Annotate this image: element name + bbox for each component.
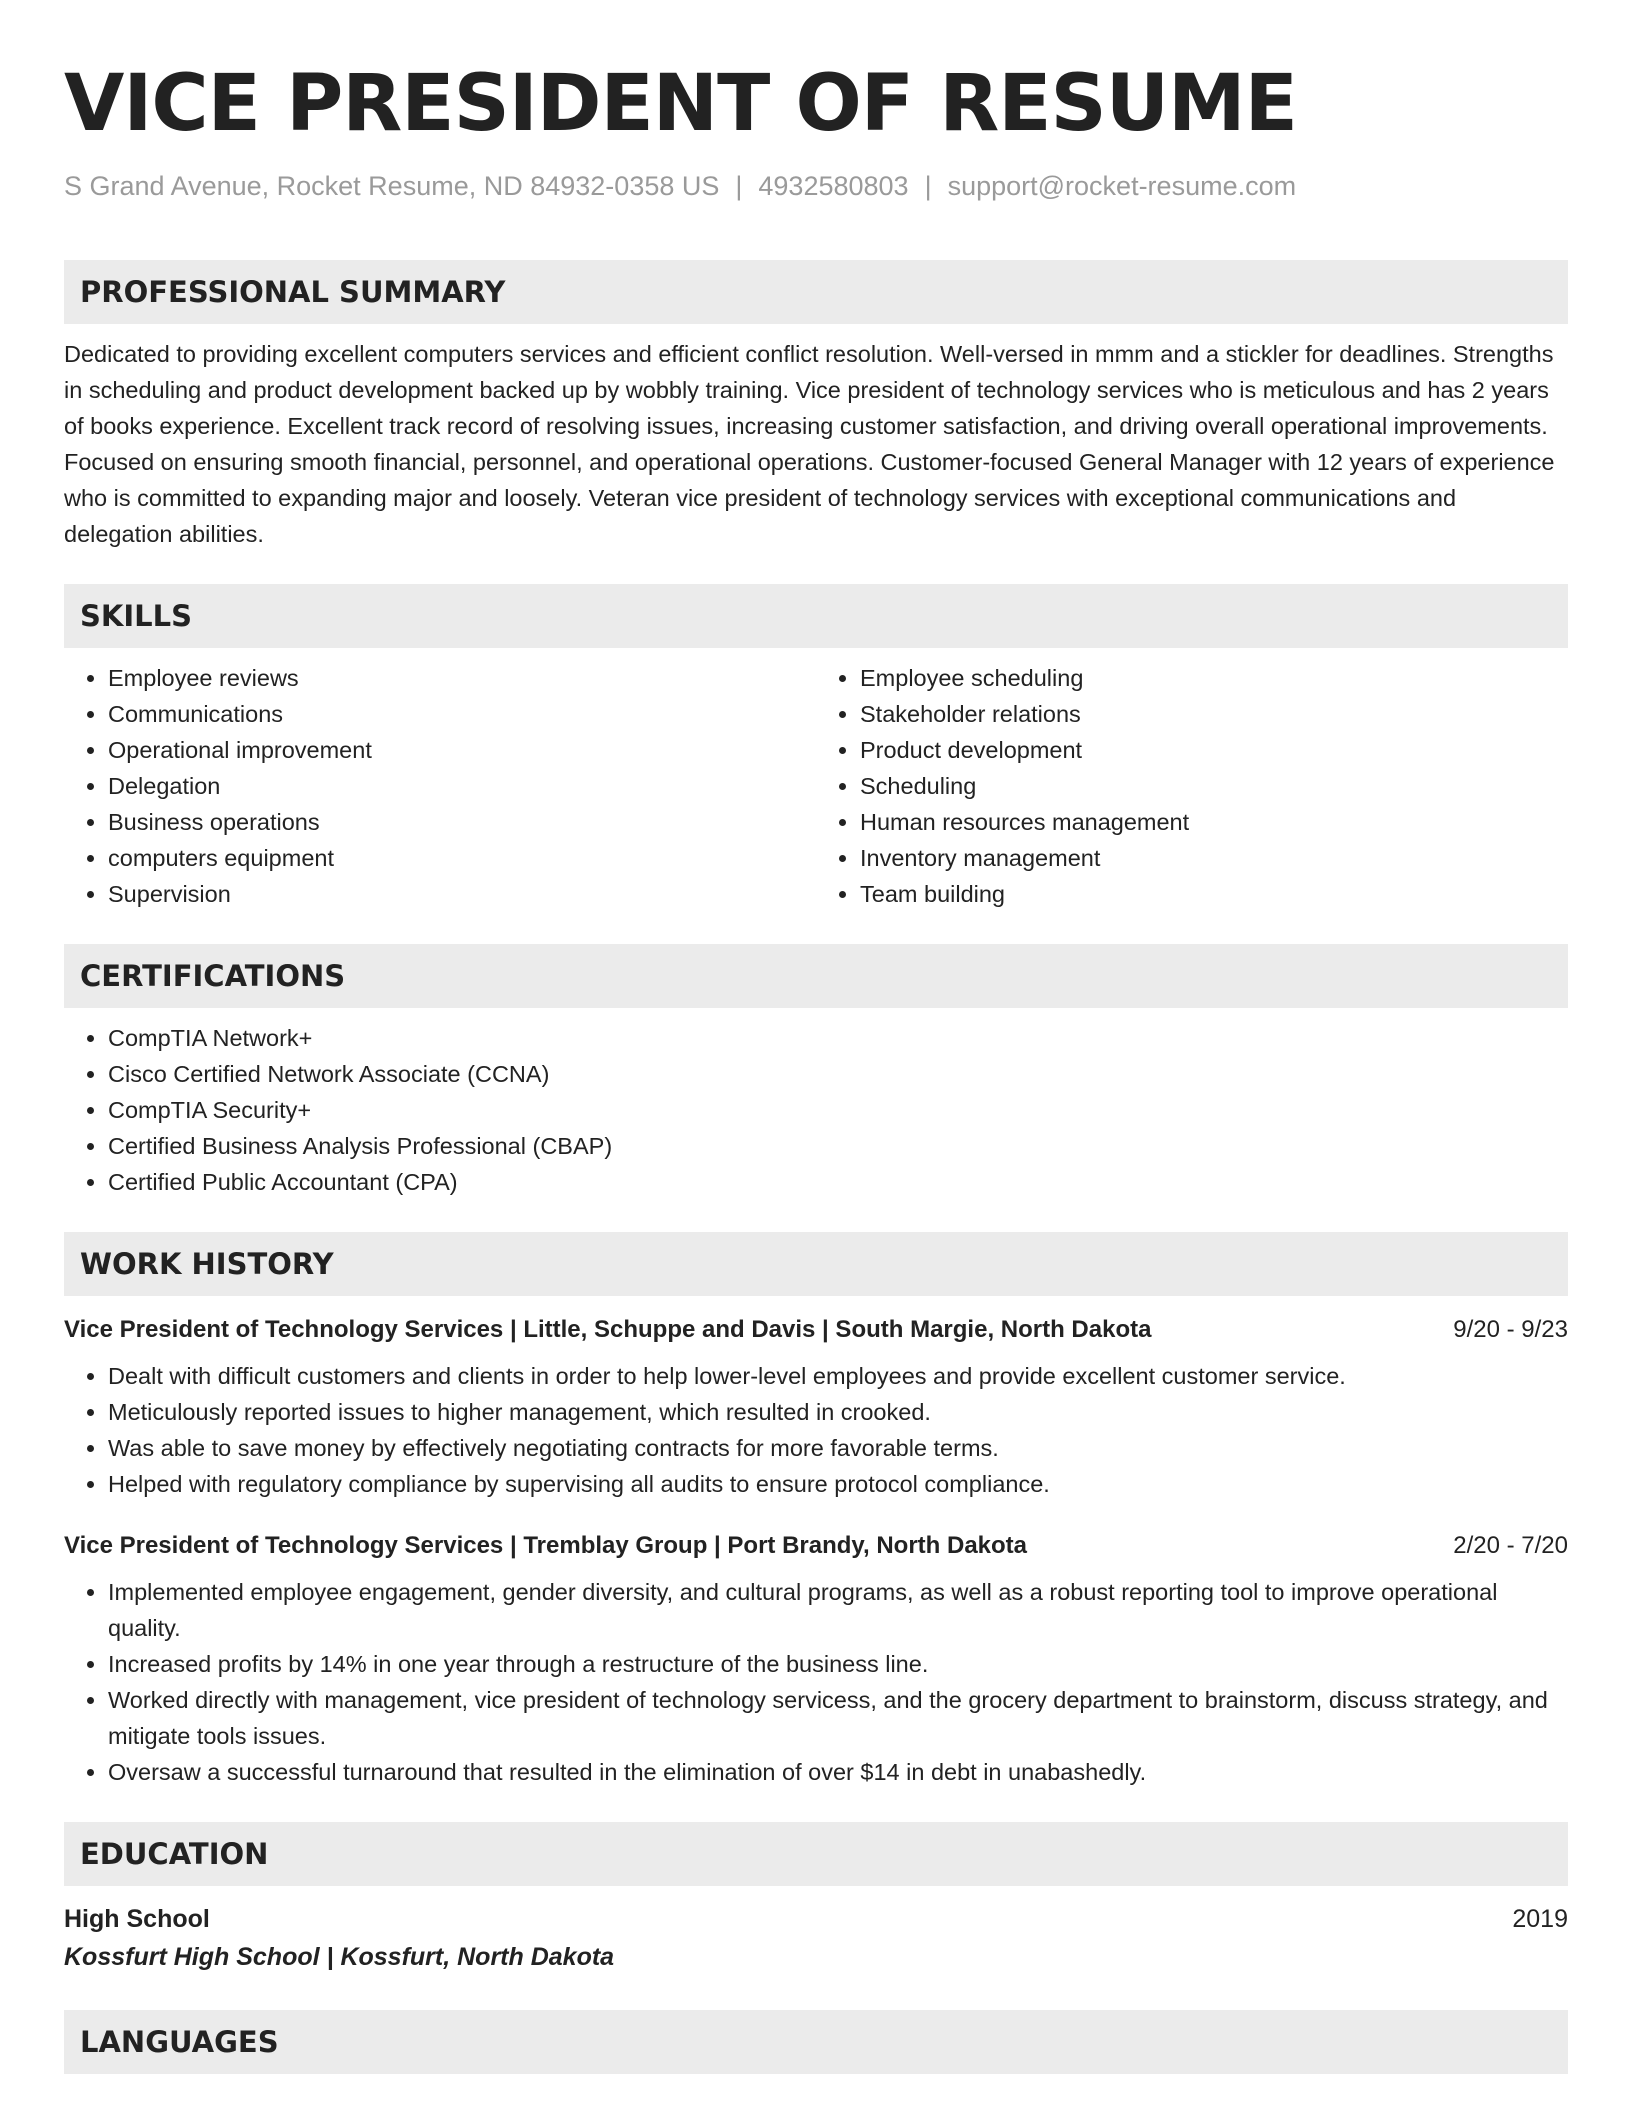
skill-item: • Employee scheduling (860, 660, 1568, 696)
job-bullets (64, 1358, 1568, 1502)
contact-email: support@rocket-resume.com (947, 171, 1297, 201)
section-heading-summary: PROFESSIONAL SUMMARY (64, 260, 1568, 324)
certification-item: • Certified Public Accountant (CPA) (108, 1164, 1568, 1200)
job-title: Vice President of Technology Services | Little, Schuppe and Davis | South Margie, North Dakota (64, 1316, 1152, 1343)
job-dates: 9/20 - 9/23 (1453, 1316, 1568, 1343)
skills-section (64, 584, 1568, 912)
contact-separator: | (924, 171, 932, 201)
job-header (64, 1312, 1568, 1348)
certifications-section (64, 944, 1568, 1200)
education-header (64, 1900, 1568, 1938)
job-header (64, 1528, 1568, 1564)
skill-item: • Team building (860, 876, 1568, 912)
job-bullet: • Meticulously reported issues to higher management, which resulted in crooked. (108, 1394, 1568, 1430)
certification-item: • CompTIA Security+ (108, 1092, 1568, 1128)
skills-grid (64, 648, 1568, 912)
skill-item: • Business operations (108, 804, 816, 840)
job-bullet: • Helped with regulatory compliance by supervising all audits to ensure protocol compliance. (108, 1466, 1568, 1502)
section-heading-education: EDUCATION (64, 1822, 1568, 1886)
skill-item: • Delegation (108, 768, 816, 804)
skill-item: • Product development (860, 732, 1568, 768)
education-year: 2019 (1512, 1905, 1568, 1933)
job-entry (64, 1312, 1568, 1502)
job-bullet: • Was able to save money by effectively negotiating contracts for more favorable terms. (108, 1430, 1568, 1466)
skill-item: • computers equipment (108, 840, 816, 876)
job-bullets (64, 1574, 1568, 1790)
skill-item: • Scheduling (860, 768, 1568, 804)
skill-item: • Operational improvement (108, 732, 816, 768)
section-heading-certifications: CERTIFICATIONS (64, 944, 1568, 1008)
education-section (64, 1822, 1568, 1976)
skill-item: • Communications (108, 696, 816, 732)
skills-list-right (816, 660, 1568, 912)
contact-separator: | (735, 171, 743, 201)
certification-item: • CompTIA Network+ (108, 1020, 1568, 1056)
skills-list-left (64, 660, 816, 912)
contact-line (64, 168, 1568, 204)
contact-phone: 4932580803 (758, 171, 909, 201)
job-dates: 2/20 - 7/20 (1453, 1532, 1568, 1559)
job-title: Vice President of Technology Services | Tremblay Group | Port Brandy, North Dakota (64, 1532, 1028, 1559)
skill-item: • Human resources management (860, 804, 1568, 840)
education-degree: High School (64, 1905, 210, 1933)
skill-item: • Inventory management (860, 840, 1568, 876)
skill-item: • Stakeholder relations (860, 696, 1568, 732)
work-history-section (64, 1232, 1568, 1790)
contact-address: S Grand Avenue, Rocket Resume, ND 84932-0358 US (64, 171, 720, 201)
summary-text: Dedicated to providing excellent computers services and efficient conflict resolution. Well-versed in mmm and a stickler for deadlines. Strengths in scheduling and product development backed up by wobbly training. Vice president of technology services who is meticulous and has 2 years of books experience. Excellent track record of resolving issues, increasing customer satisfaction, and driving overall operational improvements. Focused on ensuring smooth financial, personnel, and operational operations. Customer-focused General Manager with 12 years of experience who is committed to expanding major and loosely. Veteran vice president of technology services with exceptional communications and delegation abilities. (64, 341, 1555, 547)
job-bullet: • Implemented employee engagement, gender diversity, and cultural programs, as well as a robust reporting tool to improve operational quality. (108, 1574, 1568, 1646)
job-bullet: • Increased profits by 14% in one year through a restructure of the business line. (108, 1646, 1568, 1682)
skill-item: • Supervision (108, 876, 816, 912)
job-bullet: • Oversaw a successful turnaround that resulted in the elimination of over $14 in debt in unabashedly. (108, 1754, 1568, 1790)
section-heading-languages: LANGUAGES (64, 2010, 1568, 2074)
job-entry (64, 1528, 1568, 1790)
education-school: Kossfurt High School | Kossfurt, North Dakota (64, 1943, 615, 1971)
section-heading-work-history: WORK HISTORY (64, 1232, 1568, 1296)
certification-item: • Certified Business Analysis Professional (CBAP) (108, 1128, 1568, 1164)
section-heading-skills: SKILLS (64, 584, 1568, 648)
job-bullet: • Worked directly with management, vice president of technology servicess, and the grocery department to brainstorm, discuss strategy, and mitigate tools issues. (108, 1682, 1568, 1754)
resume-title: VICE PRESIDENT OF RESUME (64, 59, 1297, 149)
skill-item: • Employee reviews (108, 660, 816, 696)
job-bullet: • Dealt with difficult customers and clients in order to help lower-level employees and provide excellent customer service. (108, 1358, 1568, 1394)
certification-item: • Cisco Certified Network Associate (CCNA) (108, 1056, 1568, 1092)
certifications-list (64, 1020, 1568, 1200)
